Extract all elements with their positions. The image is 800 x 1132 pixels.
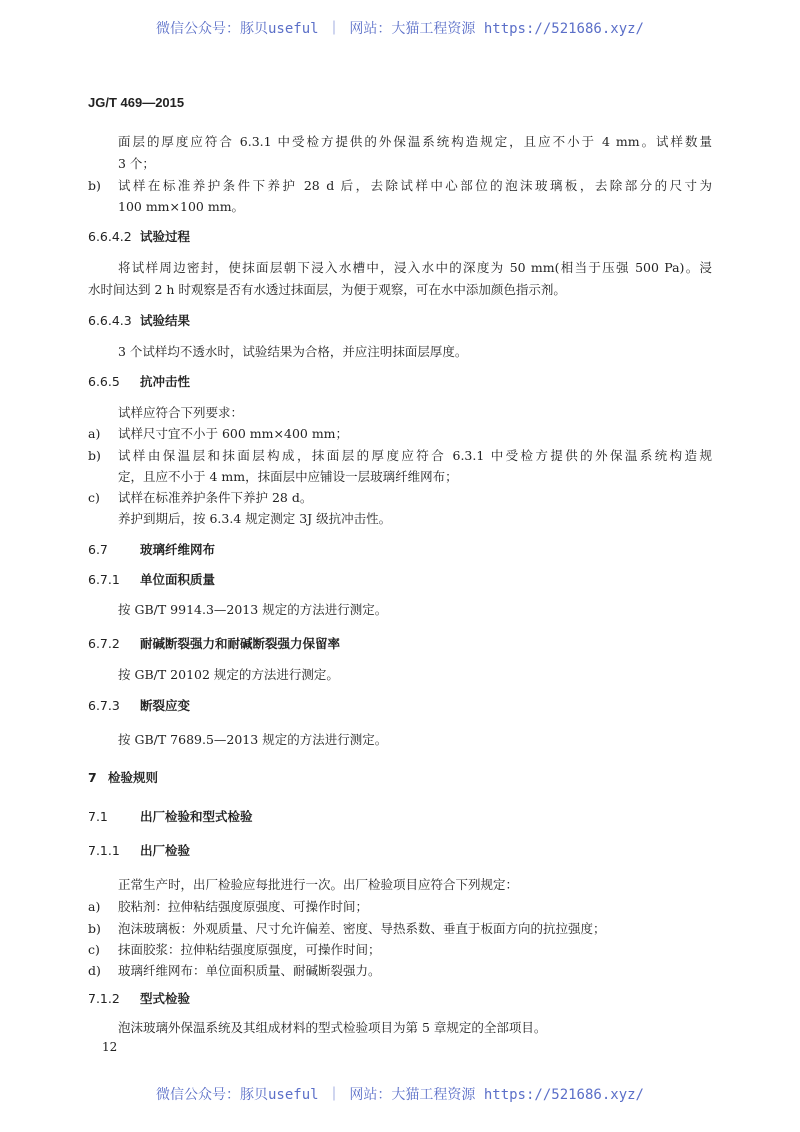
list-item: 抹面胶浆：拉伸粘结强度原强度，可操作时间； bbox=[118, 942, 381, 957]
watermark-bottom: 微信公众号：豚贝useful ｜ 网站：大猫工程资源 https://521686.xyz/ bbox=[155, 1087, 644, 1103]
list-item: 试样在标准养护条件下养护 28 d。 bbox=[118, 490, 313, 505]
section-number: 7.1.1 bbox=[88, 843, 120, 858]
section-number: 7 bbox=[88, 770, 97, 785]
section-heading-6-6-4-3 bbox=[88, 313, 190, 329]
paragraph-line: 3 个试样均不透水时，试验结果为合格，并应注明抹面层厚度。 bbox=[118, 344, 468, 359]
section-title: 单位面积质量 bbox=[140, 572, 216, 587]
list-label: a) bbox=[88, 426, 101, 441]
section-heading-6-7-1 bbox=[88, 572, 215, 588]
section-heading-7-1-1 bbox=[88, 843, 190, 859]
section-heading-6-7-2 bbox=[88, 636, 340, 652]
paragraph-line: 3 个； bbox=[118, 156, 155, 171]
section-number: 6.7.1 bbox=[88, 572, 120, 587]
list-label: c) bbox=[88, 490, 100, 505]
section-number: 6.6.5 bbox=[88, 374, 120, 389]
paragraph-line: 按 GB/T 9914.3—2013 规定的方法进行测定。 bbox=[118, 602, 388, 617]
section-title: 断裂应变 bbox=[140, 698, 191, 713]
paragraph-line: 泡沫玻璃外保温系统及其组成材料的型式检验项目为第 5 章规定的全部项目。 bbox=[118, 1020, 547, 1035]
watermark-top: 微信公众号：豚贝useful ｜ 网站：大猫工程资源 https://521686.xyz/ bbox=[155, 21, 644, 37]
list-label: b) bbox=[88, 448, 101, 463]
list-label: c) bbox=[88, 942, 100, 957]
paragraph-line: 按 GB/T 20102 规定的方法进行测定。 bbox=[118, 667, 339, 682]
section-heading-7-1-2 bbox=[88, 991, 190, 1007]
section-heading-7-1 bbox=[88, 809, 253, 825]
section-title: 抗冲击性 bbox=[140, 374, 191, 389]
list-item: 试样尺寸宜不小于 600 mm×400 mm； bbox=[118, 426, 349, 441]
list-label: b) bbox=[88, 178, 101, 193]
list-item: 玻璃纤维网布：单位面积质量、耐碱断裂强力。 bbox=[118, 963, 381, 978]
section-number: 6.7.3 bbox=[88, 698, 120, 713]
paragraph-line: 将试样周边密封，使抹面层朝下浸入水槽中，浸入水中的深度为 50 mm(相当于压强 500 Pa)。浸 bbox=[118, 260, 712, 275]
section-title: 出厂检验和型式检验 bbox=[140, 809, 253, 824]
section-heading-6-6-5 bbox=[88, 374, 190, 390]
list-label: b) bbox=[88, 921, 101, 936]
section-title: 耐碱断裂强力和耐碱断裂强力保留率 bbox=[140, 636, 341, 651]
list-item: 试样由保温层和抹面层构成，抹面层的厚度应符合 6.3.1 中受检方提供的外保温系统构造规 bbox=[118, 448, 712, 463]
page-number: 12 bbox=[102, 1040, 118, 1054]
paragraph-line: 100 mm×100 mm。 bbox=[118, 199, 245, 214]
section-number: 7.1 bbox=[88, 809, 108, 824]
paragraph-line: 定，且应不小于 4 mm，抹面层中应铺设一层玻璃纤维网布； bbox=[118, 469, 458, 484]
section-title: 玻璃纤维网布 bbox=[140, 542, 216, 557]
paragraph-line: 养护到期后，按 6.3.4 规定测定 3J 级抗冲击性。 bbox=[118, 511, 392, 526]
section-number: 6.7 bbox=[88, 542, 108, 557]
section-heading-6-7 bbox=[88, 542, 215, 558]
section-title: 试验过程 bbox=[140, 229, 191, 244]
section-heading-6-7-3 bbox=[88, 698, 190, 714]
paragraph-line: 按 GB/T 7689.5—2013 规定的方法进行测定。 bbox=[118, 732, 388, 747]
section-number: 6.6.4.2 bbox=[88, 229, 132, 244]
paragraph-line: 面层的厚度应符合 6.3.1 中受检方提供的外保温系统构造规定，且应不小于 4 mm。试样数量 bbox=[118, 134, 712, 149]
chapter-heading-7 bbox=[88, 770, 158, 786]
list-label: d) bbox=[88, 963, 101, 978]
section-title: 型式检验 bbox=[140, 991, 191, 1006]
list-item: 试样在标准养护条件下养护 28 d 后，去除试样中心部位的泡沫玻璃板，去除部分的尺寸为 bbox=[118, 178, 712, 193]
section-number: 7.1.2 bbox=[88, 991, 120, 1006]
section-title: 试验结果 bbox=[140, 313, 191, 328]
section-title: 检验规则 bbox=[108, 770, 159, 785]
section-number: 6.6.4.3 bbox=[88, 313, 132, 328]
section-title: 出厂检验 bbox=[140, 843, 191, 858]
paragraph-line: 试样应符合下列要求： bbox=[118, 405, 244, 420]
list-item: 胶粘剂：拉伸粘结强度原强度、可操作时间； bbox=[118, 899, 369, 914]
paragraph-line: 水时间达到 2 h 时观察是否有水透过抹面层，为便于观察，可在水中添加颜色指示剂。 bbox=[88, 282, 566, 297]
list-item: 泡沫玻璃板：外观质量、尺寸允许偏差、密度、导热系数、垂直于板面方向的抗拉强度； bbox=[118, 921, 606, 936]
paragraph-line: 正常生产时，出厂检验应每批进行一次。出厂检验项目应符合下列规定： bbox=[118, 877, 519, 892]
section-heading-6-6-4-2 bbox=[88, 229, 190, 245]
section-number: 6.7.2 bbox=[88, 636, 120, 651]
list-label: a) bbox=[88, 899, 101, 914]
standard-header: JG/T 469—2015 bbox=[88, 95, 185, 110]
